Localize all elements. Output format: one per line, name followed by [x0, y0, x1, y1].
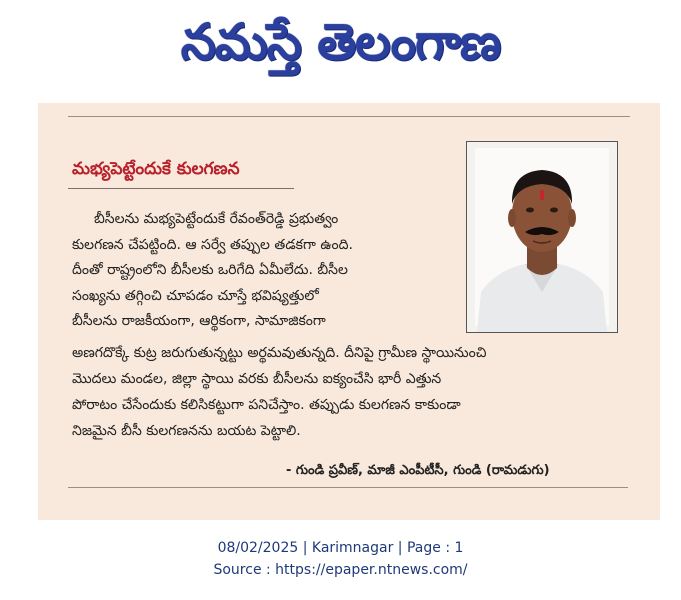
article-line: అణగదొక్కే కుట్ర జరుగుతున్నట్టు అర్థమవుతున్నది. దీనిపై గ్రామీణ స్థాయినుంచి [72, 345, 487, 361]
bottom-rule [68, 487, 628, 488]
article-line: నిజమైన బీసీ కులగణనను బయట పెట్టాలి. [72, 423, 301, 439]
article-line: దీంతో రాష్ట్రంలోని బీసీలకు ఒరిగేది ఏమీలేదు. బీసీల [72, 262, 348, 278]
article-byline: - గుండి ప్రవీణ్, మాజీ ఎంపీటీసీ, గుండి (రామడుగు) [286, 463, 550, 478]
article-line: సంఖ్యను తగ్గించి చూపడం చూస్తే భవిష్యత్తులో [72, 288, 319, 304]
article-line: మొదలు మండల, జిల్లా స్థాయి వరకు బీసీలను ఐక్యంచేసి భారీ ఎత్తున [72, 371, 442, 387]
article-line: బీసీలను రాజకీయంగా, ఆర్థికంగా, సామాజికంగా [72, 313, 326, 329]
headline-underline [68, 188, 294, 189]
article-headline: మభ్యపెట్టేందుకే కులగణన [72, 159, 240, 179]
author-photo [466, 141, 618, 333]
article-line: కులగణన చేపట్టింది. ఆ సర్వే తప్పుల తడకగా ఉంది. [72, 237, 353, 253]
article-line: బీసీలను మభ్యపెట్టేందుకే రేవంత్‌రెడ్డి ప్రభుత్వం [94, 211, 339, 227]
news-clipping [38, 103, 660, 520]
article-line: పోరాటం చేసేందుకు కలిసికట్టుగా పనిచేస్తాం. తప్పుడు కులగణన కాకుండా [72, 397, 461, 413]
footer-meta: 08/02/2025 | Karimnagar | Page : 1 [217, 540, 464, 556]
masthead [0, 4, 681, 80]
portrait-photo-icon [467, 142, 617, 332]
top-rule [68, 116, 630, 117]
masthead-title: నమస్తే తెలంగాణ [180, 13, 501, 71]
footer-source: Source : https://epaper.ntnews.com/ [213, 562, 468, 578]
